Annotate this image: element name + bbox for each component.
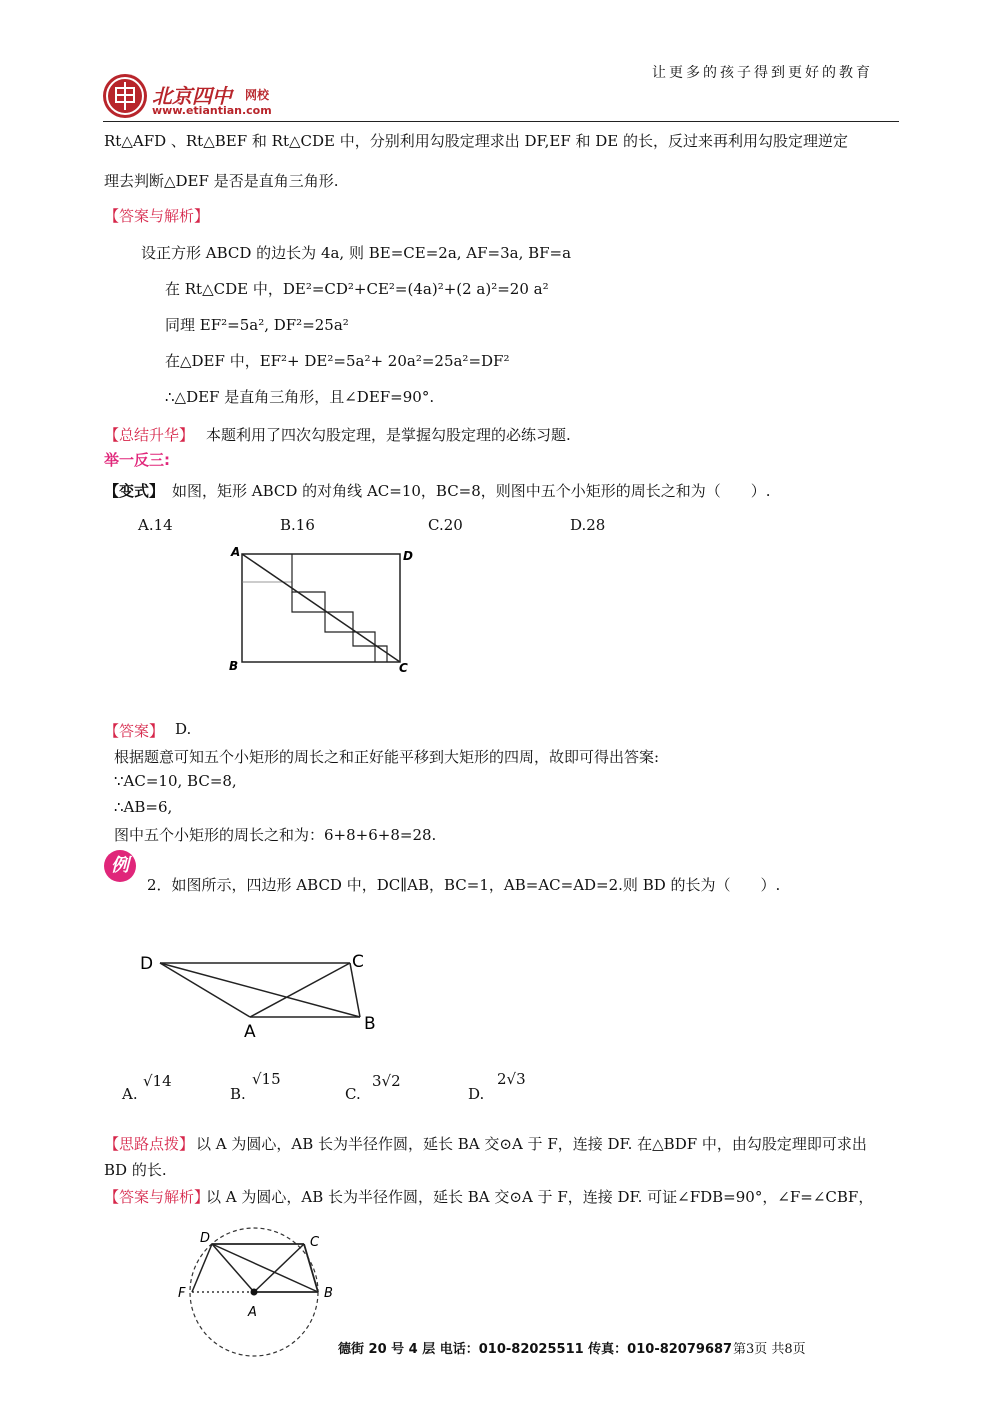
example2-choice-a-value: √14 (143, 1072, 172, 1090)
hint-line2: BD 的长. (104, 1161, 167, 1179)
intro-line-2: 理去判断△DEF 是否是直角三角形. (104, 172, 339, 190)
fig1-label-a: A (231, 545, 241, 559)
fig2-label-b: B (364, 1014, 376, 1034)
example-badge-icon: 例 (104, 850, 136, 882)
example2-choice-c-value: 3√2 (372, 1072, 401, 1090)
solution2-label: 【答案与解析】 (104, 1188, 210, 1206)
variant-label: 【变式】 (104, 482, 165, 500)
variant-choice-b: B.16 (280, 516, 315, 534)
example2-choice-c-letter: C. (345, 1085, 361, 1103)
variant-choice-d: D.28 (570, 516, 606, 534)
example2-choice-b-value: √15 (252, 1070, 281, 1088)
fig3-label-d: D (200, 1231, 211, 1246)
hint-label: 【思路点拨】 (104, 1135, 195, 1153)
fig3-label-f: F (178, 1286, 186, 1301)
fig3-label-a: A (248, 1305, 257, 1320)
solution1-step1: 设正方形 ABCD 的边长为 4a, 则 BE=CE=2a, AF=3a, BF=a (141, 244, 572, 262)
example2-choice-d-letter: D. (468, 1085, 485, 1103)
summary-label: 【总结升华】 (104, 426, 195, 444)
rectangle-staircase-figure (225, 542, 425, 677)
fig2-label-d: D (140, 954, 154, 974)
example2-choice-a-letter: A. (122, 1085, 138, 1103)
logo-title: 北京四中 (152, 84, 232, 108)
staircase-inner (292, 592, 375, 662)
logo-url: www.etiantian.com (152, 104, 272, 117)
footer-contact: 德街 20 号 4 层 电话：010-82025511 传真：010-82079687 (338, 1342, 733, 1357)
variant-choice-c: C.20 (428, 516, 463, 534)
quadrilateral-figure (130, 945, 390, 1040)
solution1-step3: 同理 EF²=5a², DF²=25a² (165, 316, 349, 334)
variant-answer-line1: 根据题意可知五个小矩形的周长之和正好能平移到大矩形的四周，故即可得出答案: (114, 748, 660, 766)
variant-answer-line3: ∴AB=6, (114, 798, 173, 816)
fig3-label-c: C (310, 1235, 320, 1250)
header-rule (103, 121, 899, 122)
example2-question: 2．如图所示，四边形 ABCD 中，DC∥AB，BC=1，AB=AC=AD=2.则 BD 的长为（ ）. (147, 876, 781, 894)
fig2-label-c: C (352, 952, 364, 972)
segment-cb2 (304, 1244, 318, 1292)
solution2-text: 以 A 为圆心，AB 长为半径作圆，延长 BA 交⊙A 于 F，连接 DF. 可证∠FDB=90°，∠F=∠CBF， (206, 1188, 874, 1206)
fig1-label-c: C (399, 661, 408, 675)
segment-da (160, 963, 250, 1017)
header-slogan: 让更多的孩子得到更好的教育 (652, 65, 873, 81)
solution1-step4: 在△DEF 中，EF²+ DE²=5a²+ 20a²=25a²=DF² (165, 352, 510, 370)
segment-ac (250, 963, 350, 1017)
solution1-step5: ∴△DEF 是直角三角形，且∠DEF=90°. (165, 388, 435, 406)
solution1-label: 【答案与解析】 (104, 207, 210, 225)
fig1-label-b: B (229, 659, 239, 673)
variant-answer-label: 【答案】 (104, 722, 165, 740)
hint-line1: 以 A 为圆心，AB 长为半径作圆，延长 BA 交⊙A 于 F，连接 DF. 在△BDF 中，由勾股定理即可求出 (196, 1135, 867, 1153)
variant-answer-line2: ∵AC=10, BC=8, (114, 772, 237, 790)
center-point (251, 1289, 258, 1296)
fig2-label-a: A (244, 1022, 256, 1040)
variant-question: 如图，矩形 ABCD 的对角线 AC=10，BC=8，则图中五个小矩形的周长之和为（ ）. (172, 482, 771, 500)
segment-db2 (212, 1244, 318, 1292)
circle-figure (172, 1220, 352, 1360)
fig3-label-b: B (324, 1286, 333, 1301)
variant-choice-a: A.14 (138, 516, 173, 534)
diagonal-ac (242, 554, 400, 662)
segment-da2 (212, 1244, 254, 1292)
logo-sub: 网校 (245, 88, 270, 102)
variant-answer-value: D. (175, 720, 192, 738)
segment-db (160, 963, 360, 1017)
example2-choice-b-letter: B. (230, 1085, 246, 1103)
school-logo-icon (103, 74, 147, 118)
intro-line-1: Rt△AFD 、Rt△BEF 和 Rt△CDE 中，分别利用勾股定理求出 DF,EF 和 DE 的长，反过来再利用勾股定理逆定 (104, 132, 849, 150)
footer-page-number: 第3页 共8页 (733, 1342, 806, 1357)
example2-choice-d-value: 2√3 (497, 1070, 526, 1088)
solution1-step2: 在 Rt△CDE 中，DE²=CD²+CE²=(4a)²+(2 a)²=20 a² (165, 280, 549, 298)
fig1-label-d: D (403, 549, 413, 563)
variant-answer-line4: 图中五个小矩形的周长之和为：6+8+6+8=28. (114, 826, 437, 844)
variant-heading: 举一反三: (104, 451, 170, 469)
segment-ac2 (254, 1244, 304, 1292)
summary-text: 本题利用了四次勾股定理，是掌握勾股定理的必练习题. (206, 426, 571, 444)
